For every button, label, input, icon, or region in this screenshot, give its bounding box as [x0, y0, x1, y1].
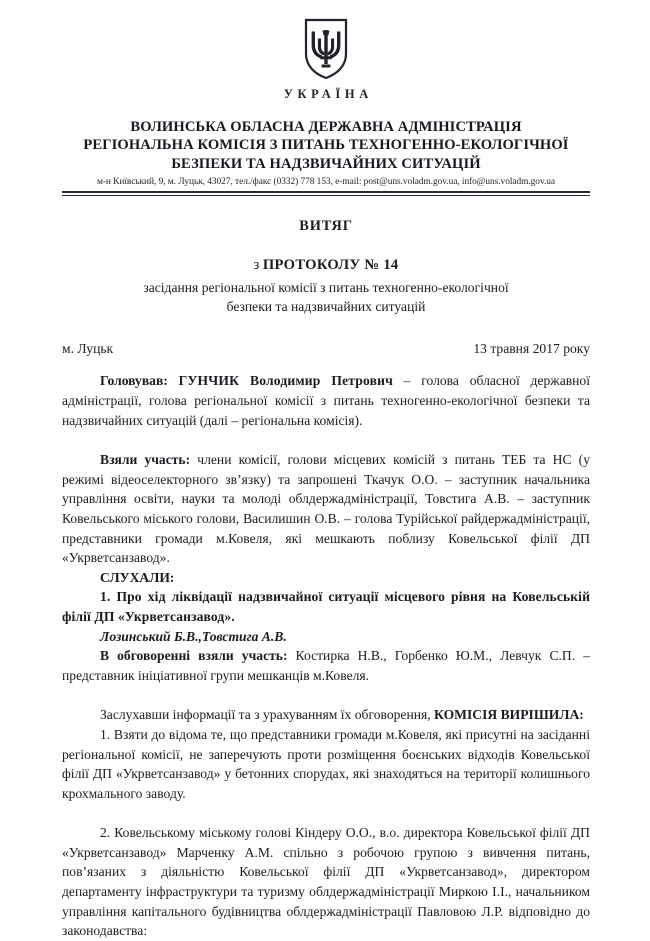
letterhead-line-1: ВОЛИНСЬКА ОБЛАСНА ДЕРЖАВНА АДМІНІСТРАЦІЯ [130, 119, 522, 135]
place-label: м. Луцьк [62, 341, 114, 357]
protocol-prefix: з [253, 257, 263, 274]
chairman-name: ГУНЧИК Володимир Петрович [178, 373, 393, 389]
agenda-item-1: 1. Про хід ліквідації надзвичайної ситуації місцевого рівня на Ковельській філії ДП «Укрветсанзавод». [62, 589, 590, 624]
protocol-subtitle-line-2: безпеки та надзвичайних ситуацій [226, 298, 426, 314]
protocol-number: ПРОТОКОЛУ № 14 [262, 257, 399, 274]
decision-intro-paragraph [62, 705, 590, 725]
speakers-line: Лозинський Б.В.,Товстига А.В. [100, 628, 287, 644]
chairman-description: – голова обласної державної адміністрації, голова регіональної комісії з питань техногенно-екологічної безпеки та надзвичайних ситуацій (далі – регіональна комісія). [62, 373, 590, 428]
heard-section-label: СЛУХАЛИ: [100, 569, 175, 585]
chairman-label: Головував: [100, 373, 168, 389]
ukraine-coat-of-arms-trident-icon [303, 18, 349, 80]
date-label: 13 травня 2017 року [473, 341, 590, 357]
discussion-participants: Костирка Н.В., Горбенко Ю.М., Левчук С.П. – представник ініціативної групи мешканців м.Ковеля. [62, 648, 590, 683]
header-divider [62, 191, 590, 196]
discussion-paragraph [62, 646, 590, 685]
protocol-subtitle-line-1: засідання регіональної комісії з питань техногенно-екологічної [143, 280, 509, 296]
resolution-item-2: 2. Ковельському міському голові Кіндеру О.О., в.о. директора Ковельської філії ДП «Укрветсанзавод» Марченку А.М. спільно з робочою групою з вивчення питань, пов’язаних з діяльністю Ковельської філії ДП «Укрветсанзавод», директором департаменту інфраструктури та туризму облдержадміністрації Миркою І.І., начальником управління капітального будівництва облдержадміністрації Павловою Л.Р. відповідно до законодавства: [62, 825, 590, 939]
participants-list: члени комісії, голови місцевих комісій з питань ТЕБ та НС (у режимі відеоселекторного зв’язку) та запрошені Ткачук О.О. – заступник начальника управління освіти, науки та молоді облдержадміністрації, Товстига А.В. – заступник Ковельського міського голови, Василишин О.В. – голова Турійської райдержадміністрації, представники громади м.Ковеля, які мешкають поблизу Ковельської філії ДП «Укрветсанзавод». [62, 452, 591, 566]
commission-decided-label: КОМІСІЯ ВИРІШИЛА: [434, 707, 584, 723]
protocol-title [62, 257, 590, 274]
decision-intro-text: Заслухавши інформації та з урахуванням їх обговорення, [100, 707, 435, 723]
letterhead [62, 118, 590, 196]
discussion-label: В обговоренні взяли участь: [100, 648, 288, 664]
chairman-paragraph [62, 371, 590, 430]
coat-of-arms-block [62, 18, 590, 80]
resolution-item-1: 1. Взяти до відома те, що представники громади м.Ковеля, які присутні на засіданні регіональної комісії, не заперечують проти розміщення боєнських відходів Ковельської філії ДП «Укрветсанзавод» у бетонних спорудах, які знаходяться на території колишнього крохмального заводу. [62, 726, 590, 801]
document-type-title: ВИТЯГ [299, 218, 353, 235]
participants-paragraph [62, 450, 590, 568]
protocol-subtitle [62, 279, 590, 316]
place-date-row [62, 341, 590, 357]
country-label: УКРАЇНА [283, 87, 373, 101]
letterhead-line-3: БЕЗПЕКИ ТА НАДЗВИЧАЙНИХ СИТУАЦІЙ [171, 155, 481, 172]
letterhead-line-2: РЕГІОНАЛЬНА КОМІСІЯ З ПИТАНЬ ТЕХНОГЕННО-ЕКОЛОГІЧНОЇ [83, 137, 569, 154]
letterhead-contacts: м-н Київський, 9, м. Луцьк, 43027, тел./факс (0332) 778 153, e-mail: post@uns.voladm.gov.ua, info@uns.voladm.gov.ua [96, 177, 556, 188]
participants-label: Взяли участь: [100, 452, 191, 468]
